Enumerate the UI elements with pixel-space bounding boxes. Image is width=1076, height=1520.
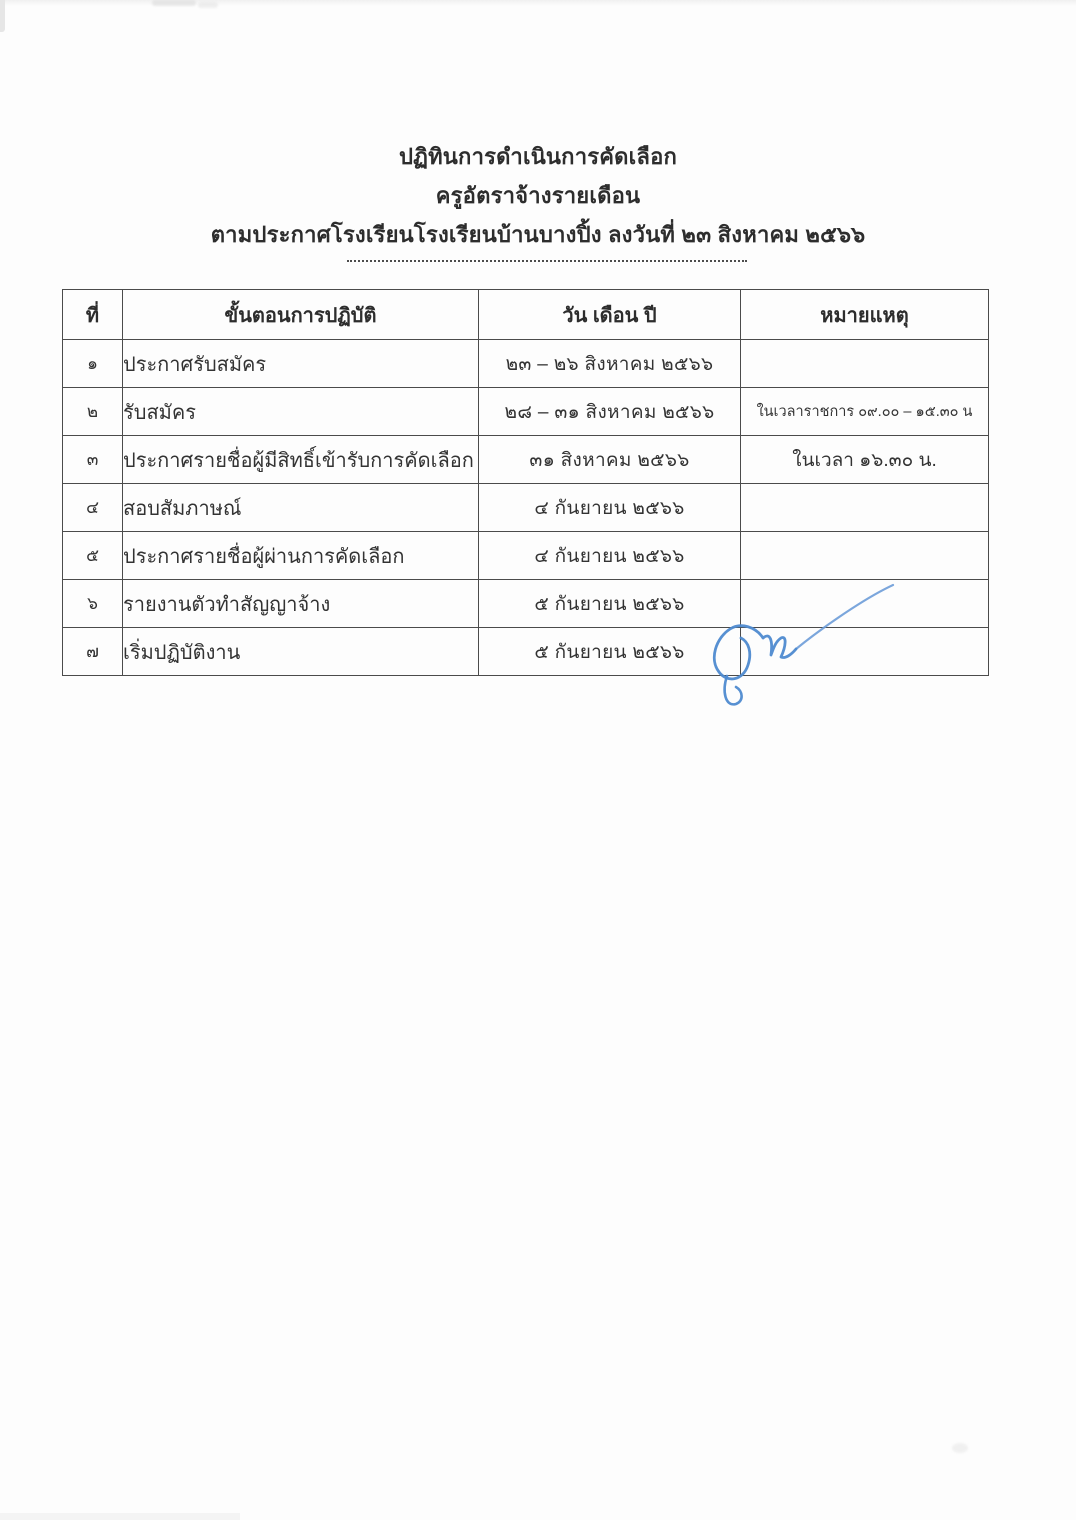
row-remark: [741, 532, 989, 580]
title-line-3: ตามประกาศโรงเรียนโรงเรียนบ้านบางปิ้ง ลงวันที่ ๒๓ สิงหาคม ๒๕๖๖: [210, 222, 866, 247]
col-header-no: ที่: [63, 290, 123, 340]
row-remark: [741, 484, 989, 532]
row-step: เริ่มปฏิบัติงาน: [123, 628, 479, 676]
table-row: [63, 340, 989, 388]
row-step: สอบสัมภาษณ์: [123, 484, 479, 532]
row-step: รับสมัคร: [123, 388, 479, 436]
row-remark: ในเวลา ๑๖.๓๐ น.: [741, 436, 989, 484]
table-header-row: [63, 290, 989, 340]
scan-smudge: [198, 2, 218, 8]
row-date: ๔ กันยายน ๒๕๖๖: [479, 532, 741, 580]
row-date: ๔ กันยายน ๒๕๖๖: [479, 484, 741, 532]
row-date: ๓๑ สิงหาคม ๒๕๖๖: [479, 436, 741, 484]
selection-schedule-table: [62, 289, 989, 676]
row-no: ๑: [63, 340, 123, 388]
row-step: ประกาศรายชื่อผู้มีสิทธิ์เข้ารับการคัดเลือก: [123, 436, 479, 484]
row-step: ประกาศรายชื่อผู้ผ่านการคัดเลือก: [123, 532, 479, 580]
scan-smudge: [952, 1443, 968, 1453]
table-row: [63, 532, 989, 580]
row-step: ประกาศรับสมัคร: [123, 340, 479, 388]
dotted-divider: [347, 260, 747, 262]
table-row: [63, 388, 989, 436]
scan-corner-mark: [0, 0, 5, 32]
row-no: ๒: [63, 388, 123, 436]
col-header-remark: หมายแหตุ: [741, 290, 989, 340]
row-no: ๓: [63, 436, 123, 484]
row-step: รายงานตัวทำสัญญาจ้าง: [123, 580, 479, 628]
row-date: ๒๘ – ๓๑ สิงหาคม ๒๕๖๖: [479, 388, 741, 436]
table-row: [63, 484, 989, 532]
row-date: ๕ กันยายน ๒๕๖๖: [479, 628, 741, 676]
title-line-1: ปฏิทินการดำเนินการคัดเลือก: [398, 144, 678, 169]
col-header-date: วัน เดือน ปี: [479, 290, 741, 340]
document-title: [0, 137, 1076, 254]
table-row: [63, 580, 989, 628]
table-row: [63, 628, 989, 676]
col-header-step: ขั้นตอนการปฏิบัติ: [123, 290, 479, 340]
title-line-2: ครูอัตราจ้างรายเดือน: [435, 183, 641, 208]
row-remark: ในเวลาราชการ ๐๙.๐๐ – ๑๕.๓๐ น: [741, 388, 989, 436]
row-date: ๒๓ – ๒๖ สิงหาคม ๒๕๖๖: [479, 340, 741, 388]
row-date: ๕ กันยายน ๒๕๖๖: [479, 580, 741, 628]
scan-edge-artifact: [0, 1513, 240, 1520]
row-no: ๗: [63, 628, 123, 676]
row-no: ๔: [63, 484, 123, 532]
row-remark: [741, 580, 989, 628]
row-no: ๕: [63, 532, 123, 580]
row-remark: [741, 340, 989, 388]
row-no: ๖: [63, 580, 123, 628]
row-remark: [741, 628, 989, 676]
scan-smudge: [152, 0, 196, 6]
table-row: [63, 436, 989, 484]
